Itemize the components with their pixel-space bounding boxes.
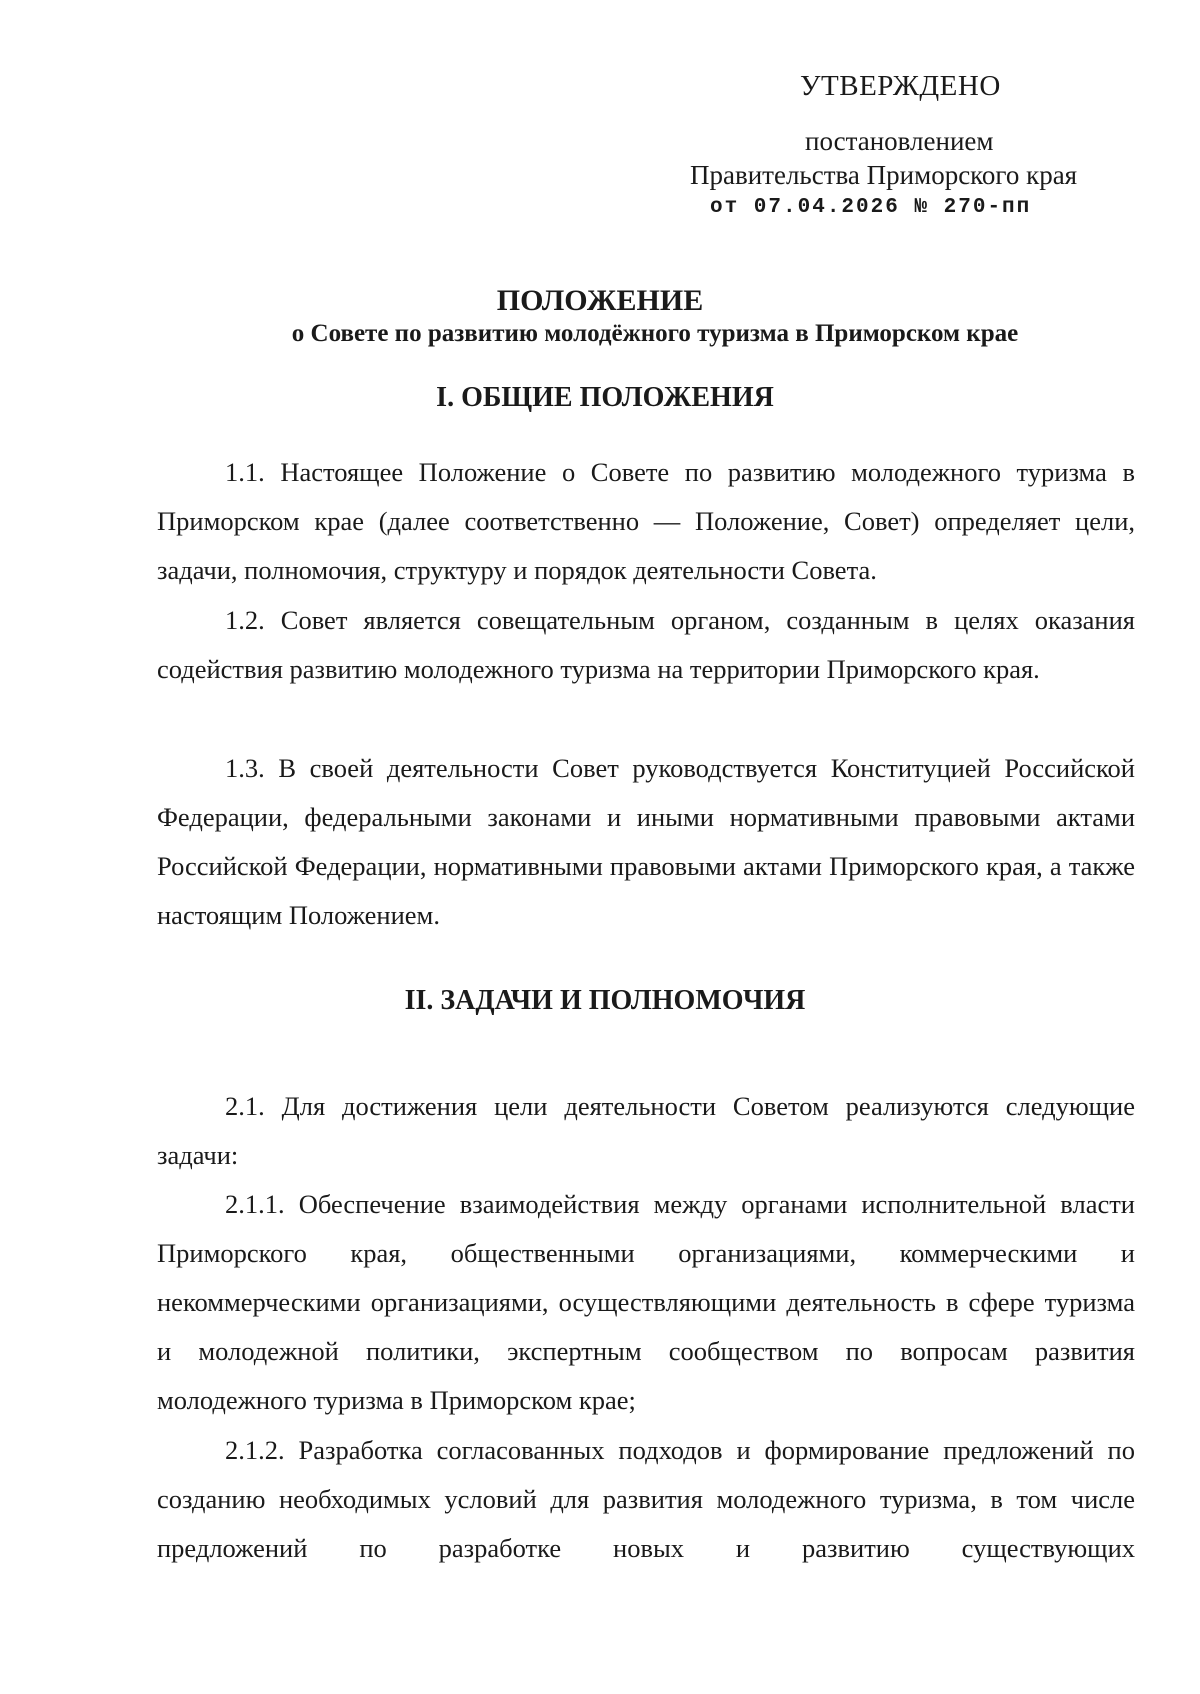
paragraph-1-2: 1.2. Совет является совещательным органом, созданным в целях оказания содействия развитию молодежного туризма на территории Приморского края.	[157, 605, 1135, 684]
document-subtitle: о Совете по развитию молодёжного туризма в Приморском крае	[291, 320, 1019, 347]
paragraph-2-1-2: 2.1.2. Разработка согласованных подходов и формирование предложений по созданию необходимых условий для развития молодежного туризма, в том числе предложений по разработке новых и развитию существующих	[157, 1435, 1135, 1563]
document-title: ПОЛОЖЕНИЕ	[496, 284, 704, 317]
section-heading-tasks: II. ЗАДАЧИ И ПОЛНОМОЧИЯ	[404, 985, 806, 1016]
approved-stamp-text: УТВЕРЖДЕНО	[800, 70, 1001, 102]
paragraph-1-1: 1.1. Настоящее Положение о Совете по развитию молодежного туризма в Приморском крае (далее соответственно — Положение, Совет) определяет цели, задачи, полномочия, структуру и порядок деятельности Совета.	[157, 457, 1135, 585]
approval-government-label: Правительства Приморского края	[690, 160, 1078, 190]
paragraph-1-3: 1.3. В своей деятельности Совет руководствуется Конституцией Российской Федерации, федеральными законами и иными нормативными правовыми актами Российской Федерации, нормативными правовыми актами Приморского края, а также настоящим Положением.	[157, 753, 1135, 930]
section-heading-general: I. ОБЩИЕ ПОЛОЖЕНИЯ	[436, 382, 774, 413]
paragraph-2-1-1: 2.1.1. Обеспечение взаимодействия между органами исполнительной власти Приморского края, общественными организациями, коммерческими и некоммерческими организациями, осуществляющими деятельность в сфере туризма и молодежной политики, экспертным сообществом по вопросам развития молодежного туризма в Приморском крае;	[157, 1189, 1135, 1415]
approval-date-number: от 07.04.2026 № 270-пп	[710, 196, 1032, 219]
paragraph-2-1: 2.1. Для достижения цели деятельности Советом реализуются следующие задачи:	[157, 1091, 1135, 1170]
approval-resolution-label: постановлением	[805, 126, 994, 156]
